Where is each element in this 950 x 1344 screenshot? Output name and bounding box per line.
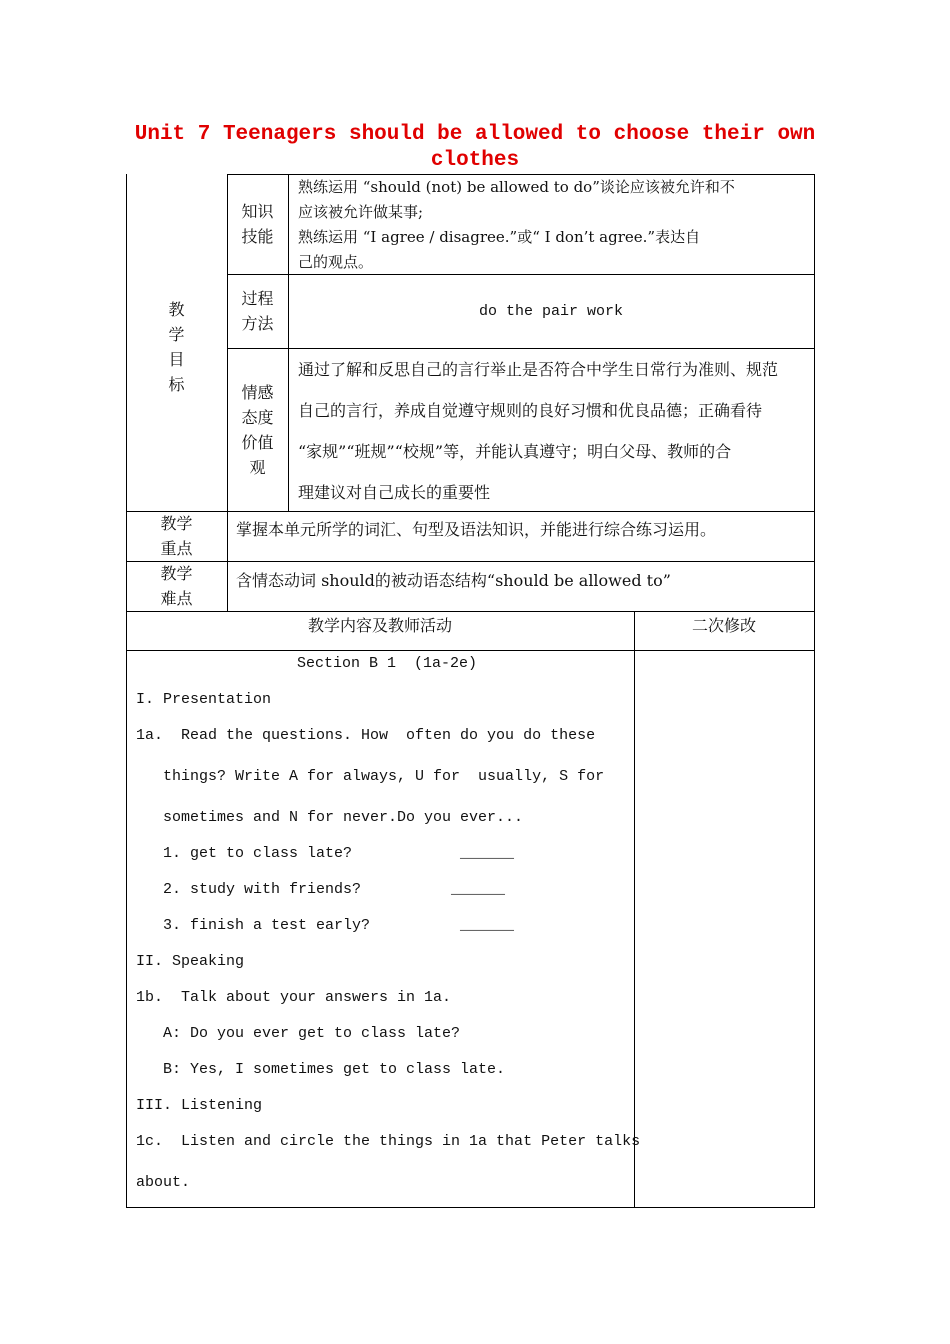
knowledge-text: 熟练运用 “should (not) be allowed to do”谈论应该被允许和不 应该被允许做某事; 熟练运用 “I agree / disagree.”或“ I don’t agree.”表达自 己的观点。 xyxy=(298,178,735,271)
process-text: do the pair work xyxy=(478,303,624,320)
process-label: 过程 方法 xyxy=(241,289,274,333)
content-line: 1b. Talk about your answers in 1a. xyxy=(136,989,452,1006)
difficult-points-text: 含情态动词 should的被动语态结构“should be allowed to” xyxy=(236,571,671,590)
difficult-points-label: 教学 难点 xyxy=(160,564,193,608)
content-line: 2. study with friends? ______ xyxy=(136,881,506,898)
objectives-label: 教 学 目 标 xyxy=(168,300,185,394)
content-header-right: 二次修改 xyxy=(691,616,756,635)
key-points-label: 教学 重点 xyxy=(160,514,193,558)
content-line: III. Listening xyxy=(136,1097,263,1114)
key-points-text: 掌握本单元所学的词汇、句型及语法知识，并能进行综合练习运用。 xyxy=(236,520,717,539)
emotion-label: 情感 态度 价值 观 xyxy=(241,383,274,477)
title-line-1: Unit 7 Teenagers should be allowed to choose their own xyxy=(134,123,816,146)
content-line: II. Speaking xyxy=(136,953,245,970)
content-line: sometimes and N for never.Do you ever... xyxy=(136,809,524,826)
content-line: 1a. Read the questions. How often do you do these xyxy=(136,727,596,744)
emotion-text: 通过了解和反思自己的言行举止是否符合中学生日常行为准则、规范 自己的言行，养成自觉遵守规则的良好习惯和优良品德；正确看待 “家规”“班规”“校规”等，并能认真遵守；明白父母、教师的合 理建议对自己成长的重要性 xyxy=(298,360,779,502)
content-line: 3. finish a test early? ______ xyxy=(136,917,515,934)
content-header-left: 教学内容及教师活动 xyxy=(307,616,452,635)
content-line: 1c. Listen and circle the things in 1a that Peter talks xyxy=(136,1133,641,1150)
document-title xyxy=(126,122,824,174)
content-line: 1. get to class late? ______ xyxy=(136,845,515,862)
section-heading: Section B 1 (1a-2e) xyxy=(297,655,478,672)
content-line: B: Yes, I sometimes get to class late. xyxy=(136,1061,506,1078)
title-line-2: clothes xyxy=(430,149,520,172)
knowledge-label: 知识 技能 xyxy=(241,202,274,246)
content-line: A: Do you ever get to class late? xyxy=(136,1025,461,1042)
content-line: about. xyxy=(136,1174,191,1191)
content-line: I. Presentation xyxy=(136,691,272,708)
content-line: things? Write A for always, U for usually, S for xyxy=(136,768,605,785)
